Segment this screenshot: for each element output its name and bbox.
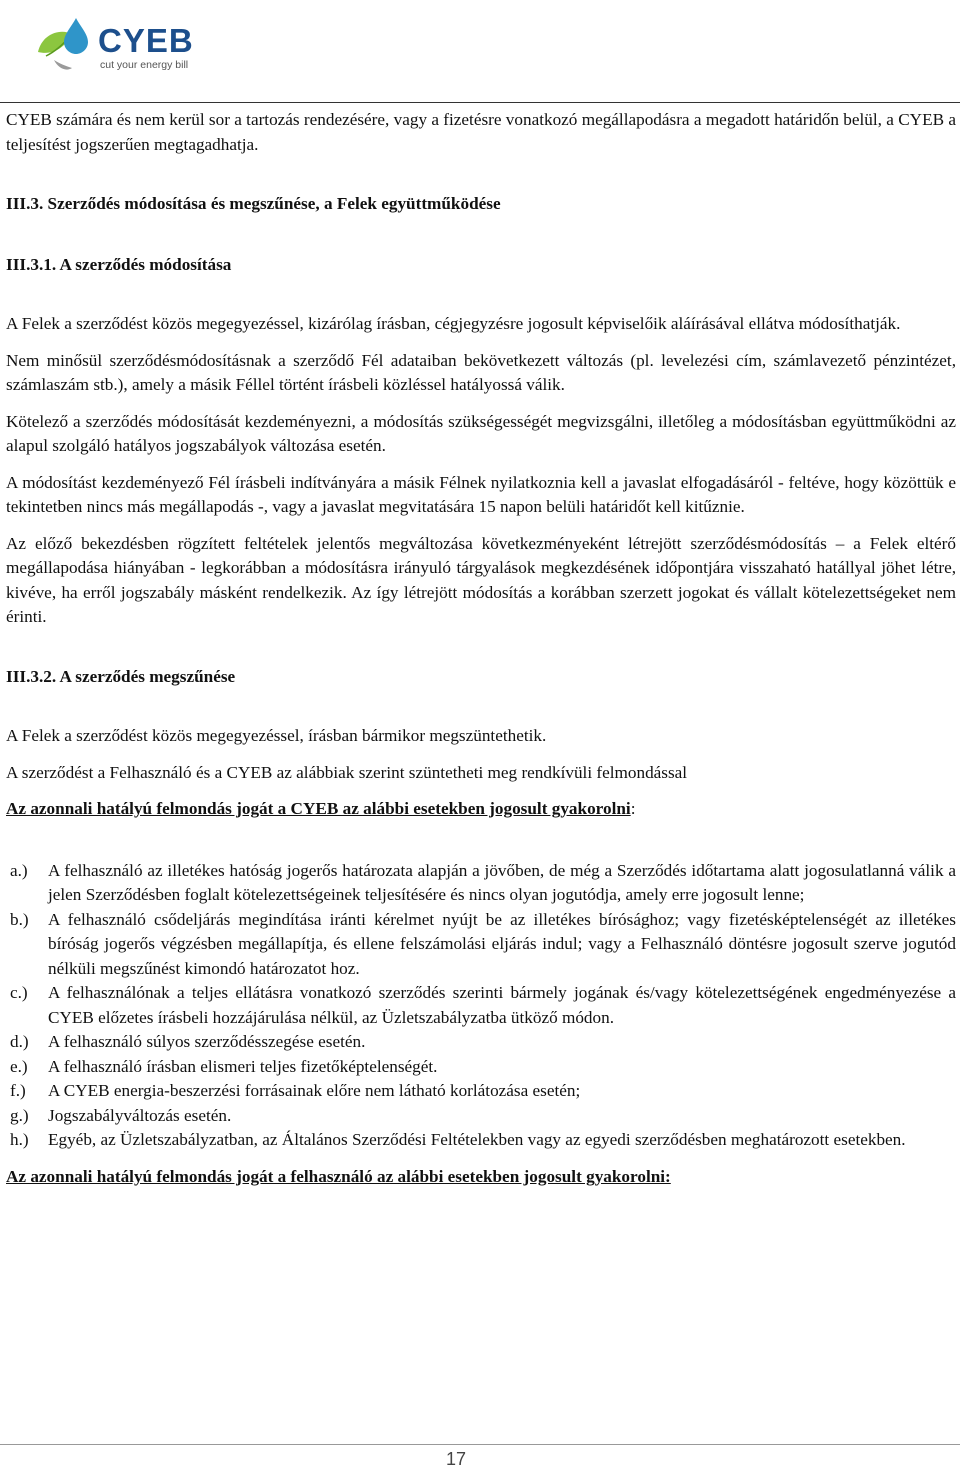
list-item xyxy=(6,908,956,982)
list-item-label: e.) xyxy=(10,1056,28,1076)
list-item-text: A CYEB energia-beszerzési forrásainak előre nem látható korlátozása esetén; xyxy=(48,1081,581,1100)
modification-paragraph-5: Az előző bekezdésben rögzített feltételek jelentős megváltozása következményeként létrejött szerződésmódosítás – a Felek eltérő megállapodása hiányában - legkorábban a módosításra irányuló tárgyalások megkezdésének időpontjára visszaható hatállyal jöhet létre, kivéve, ha erről jogszabály másként rendelkezik. Az így létrejött módosítás a korábban szerzett jogokat és vállalt kötelezettségeket nem érinti. xyxy=(6,533,956,626)
list-item xyxy=(6,1104,956,1129)
list-item-label: a.) xyxy=(10,860,28,880)
modification-paragraph-4: A módosítást kezdeményező Fél írásbeli indítványára a másik Félnek nyilatkoznia kell a javaslat elfogadásáról - feltéve, hogy közöttük e tekintetben nincs más megállapodás -, vagy a javaslat megvitatására 15 napon belüli határidőt kell kitűznie. xyxy=(6,472,956,516)
termination-paragraph-2: A szerződést a Felhasználó és a CYEB az alábbiak szerint szüntetheti meg rendkívüli felmondással xyxy=(6,762,688,782)
brand-name: CYEB xyxy=(98,22,194,59)
user-termination-heading xyxy=(6,1165,956,1190)
header-divider xyxy=(0,102,960,103)
page-header xyxy=(0,0,960,104)
user-termination-text: Az azonnali hatályú felmondás jogát a felhasználó az alábbi esetekben jogosult gyakorolni: xyxy=(6,1166,671,1186)
document-body xyxy=(6,105,956,1189)
list-item xyxy=(6,1030,956,1055)
list-item-text: Jogszabályváltozás esetén. xyxy=(48,1105,232,1125)
cyeb-logo xyxy=(32,8,202,78)
list-item-label: h.) xyxy=(10,1130,29,1149)
brand-tagline: cut your energy bill xyxy=(100,59,189,71)
list-item-text: A felhasználó írásban elismeri teljes fizetőképtelenségét. xyxy=(48,1056,438,1076)
list-item-text: A felhasználó az illetékes hatóság jogerős határozata alapján a jövőben, de még a Szerződés időtartama alatt jogosulatlanná válik a jelen Szerződésben foglalt kötelezettségeinek teljesítésére és nincs olyan jogutódja, amely erre jogosult lenne; xyxy=(48,860,956,904)
cyeb-termination-text: Az azonnali hatályú felmondás jogát a CYEB az alábbi esetekben jogosult gyakorolni xyxy=(6,799,631,818)
list-item xyxy=(6,1079,956,1104)
termination-cases-list xyxy=(6,859,956,1153)
section-heading-3-3-1: III.3.1. A szerződés módosítása xyxy=(6,254,232,274)
list-item-label: d.) xyxy=(10,1032,29,1051)
list-item-text: Egyéb, az Üzletszabályzatban, az Általános Szerződési Feltételekben vagy az egyedi szerződésben meghatározott esetekben. xyxy=(48,1130,906,1149)
list-item xyxy=(6,981,956,1030)
modification-paragraph-2: Nem minősül szerződésmódosításnak a szerződő Fél adataiban bekövetkezett változás (pl. levelezési cím, számlavezető pénzintézet, számlaszám stb.), amely a másik Féllel történt írásbeli közléssel hatályossá válik. xyxy=(6,350,956,394)
intro-paragraph: CYEB számára és nem kerül sor a tartozás rendezésére, vagy a fizetésre vonatkozó megállapodásra a megadott határidőn belül, a CYEB a teljesítést jogszerűen megtagadhatja. xyxy=(6,110,956,154)
leaf-drop-logo-icon xyxy=(32,12,96,76)
list-item-text: A felhasználónak a teljes ellátásra vonatkozó szerződés szerinti bármely jogának és/vagy kötelezettségének engedményezése a CYEB előzetes írásbeli hozzájárulása nélkül, az Üzletszabályzatba ütköző módon. xyxy=(48,983,956,1027)
footer-divider xyxy=(0,1444,960,1445)
cyeb-termination-colon: : xyxy=(630,799,636,818)
modification-paragraph-3: Kötelező a szerződés módosítását kezdeményezni, a módosítás szükségességét megvizsgálni, illetőleg a módosításban együttműködni az alapul szolgáló hatályos jogszabályok változása esetén. xyxy=(6,411,956,455)
section-heading-3-3-2: III.3.2. A szerződés megszűnése xyxy=(6,666,236,686)
page-number: 17 xyxy=(445,1449,467,1469)
section-heading-3-3: III.3. Szerződés módosítása és megszűnése, a Felek együttműködése xyxy=(6,194,501,213)
cyeb-termination-heading xyxy=(6,797,956,822)
list-item-label: c.) xyxy=(10,983,28,1002)
termination-paragraph-1: A Felek a szerződést közös megegyezéssel, írásban bármikor megszüntethetik. xyxy=(6,726,547,745)
list-item xyxy=(6,1128,956,1153)
list-item-text: A felhasználó csődeljárás megindítása iránti kérelmet nyújt be az illetékes bírósághoz; vagy fizetésképtelenségét az illetékes bíróság jogerős végzésben megállapítja, és ellene felszámolási eljárás indul; vagy a Felhasználó döntésre jogosult szerve jogutód nélküli megszűnést kimondó határozatot hoz. xyxy=(48,909,956,978)
list-item xyxy=(6,859,956,908)
list-item-label: f.) xyxy=(10,1081,26,1100)
list-item-text: A felhasználó súlyos szerződésszegése esetén. xyxy=(48,1032,366,1051)
list-item-label: b.) xyxy=(10,909,29,929)
list-item-label: g.) xyxy=(10,1105,29,1125)
modification-paragraph-1: A Felek a szerződést közös megegyezéssel, kizárólag írásban, cégjegyzésre jogosult képviselőik aláírásával ellátva módosíthatják. xyxy=(6,314,901,333)
list-item xyxy=(6,1055,956,1080)
